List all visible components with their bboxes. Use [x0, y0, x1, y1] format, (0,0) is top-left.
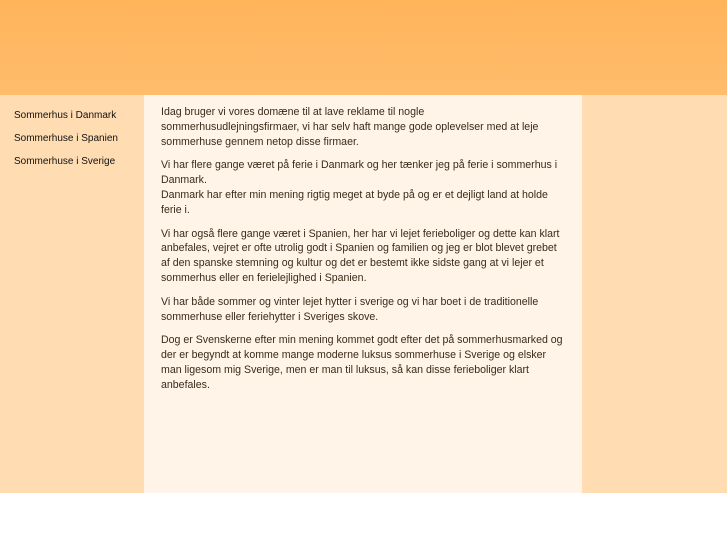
luksus-paragraph: Dog er Svenskerne efter min mening kommet godt efter det på sommerhusmarked og der er begyndt at komme mange moderne luksus sommerhuse i Sverige og elsker man ligesom mig Sverige, men er man til luksus, så kan disse ferieboliger klart anbefales.	[161, 334, 563, 391]
main-content	[144, 95, 582, 493]
danmark-text-2: Danmark har efter min mening rigtig meget at byde på og er et dejligt land at holde ferie i.	[161, 188, 548, 216]
danmark-text-1: Vi har flere gange været på ferie i Danmark og her tænker jeg på ferie i sommerhus i Danmark.	[161, 159, 558, 187]
sidebar-nav	[0, 95, 144, 493]
intro-paragraph: Idag bruger vi vores domæne til at lave reklame til nogle sommerhusudlejningsfirmaer, vi har selv haft mange gode oplevelser med at leje sommerhuse gennem netop disse firmaer.	[161, 106, 539, 148]
sidebar-link-spanien[interactable]: Sommerhuse i Spanien	[14, 133, 118, 144]
danmark-paragraph	[161, 158, 564, 217]
sidebar-link-danmark[interactable]: Sommerhus i Danmark	[14, 110, 117, 121]
spanien-paragraph: Vi har også flere gange været i Spanien, her har vi lejet ferieboliger og dette kan klart anbefales, vejret er ofte utrolig godt i Spanien og familien og jeg er blot blevet grebet af den spanske stemning og kultur og det er bestemt ikke sidste gang at vi lejer et sommerhus eller en ferielejlighed i Spanien.	[161, 227, 560, 284]
sidebar-link-sverige[interactable]: Sommerhuse i Sverige	[14, 156, 116, 167]
header-banner	[0, 0, 727, 95]
sverige-paragraph: Vi har både sommer og vinter lejet hytter i sverige og vi har boet i de traditionelle sommerhuse eller feriehytter i Sveriges skove.	[161, 295, 539, 323]
right-column	[582, 95, 727, 493]
